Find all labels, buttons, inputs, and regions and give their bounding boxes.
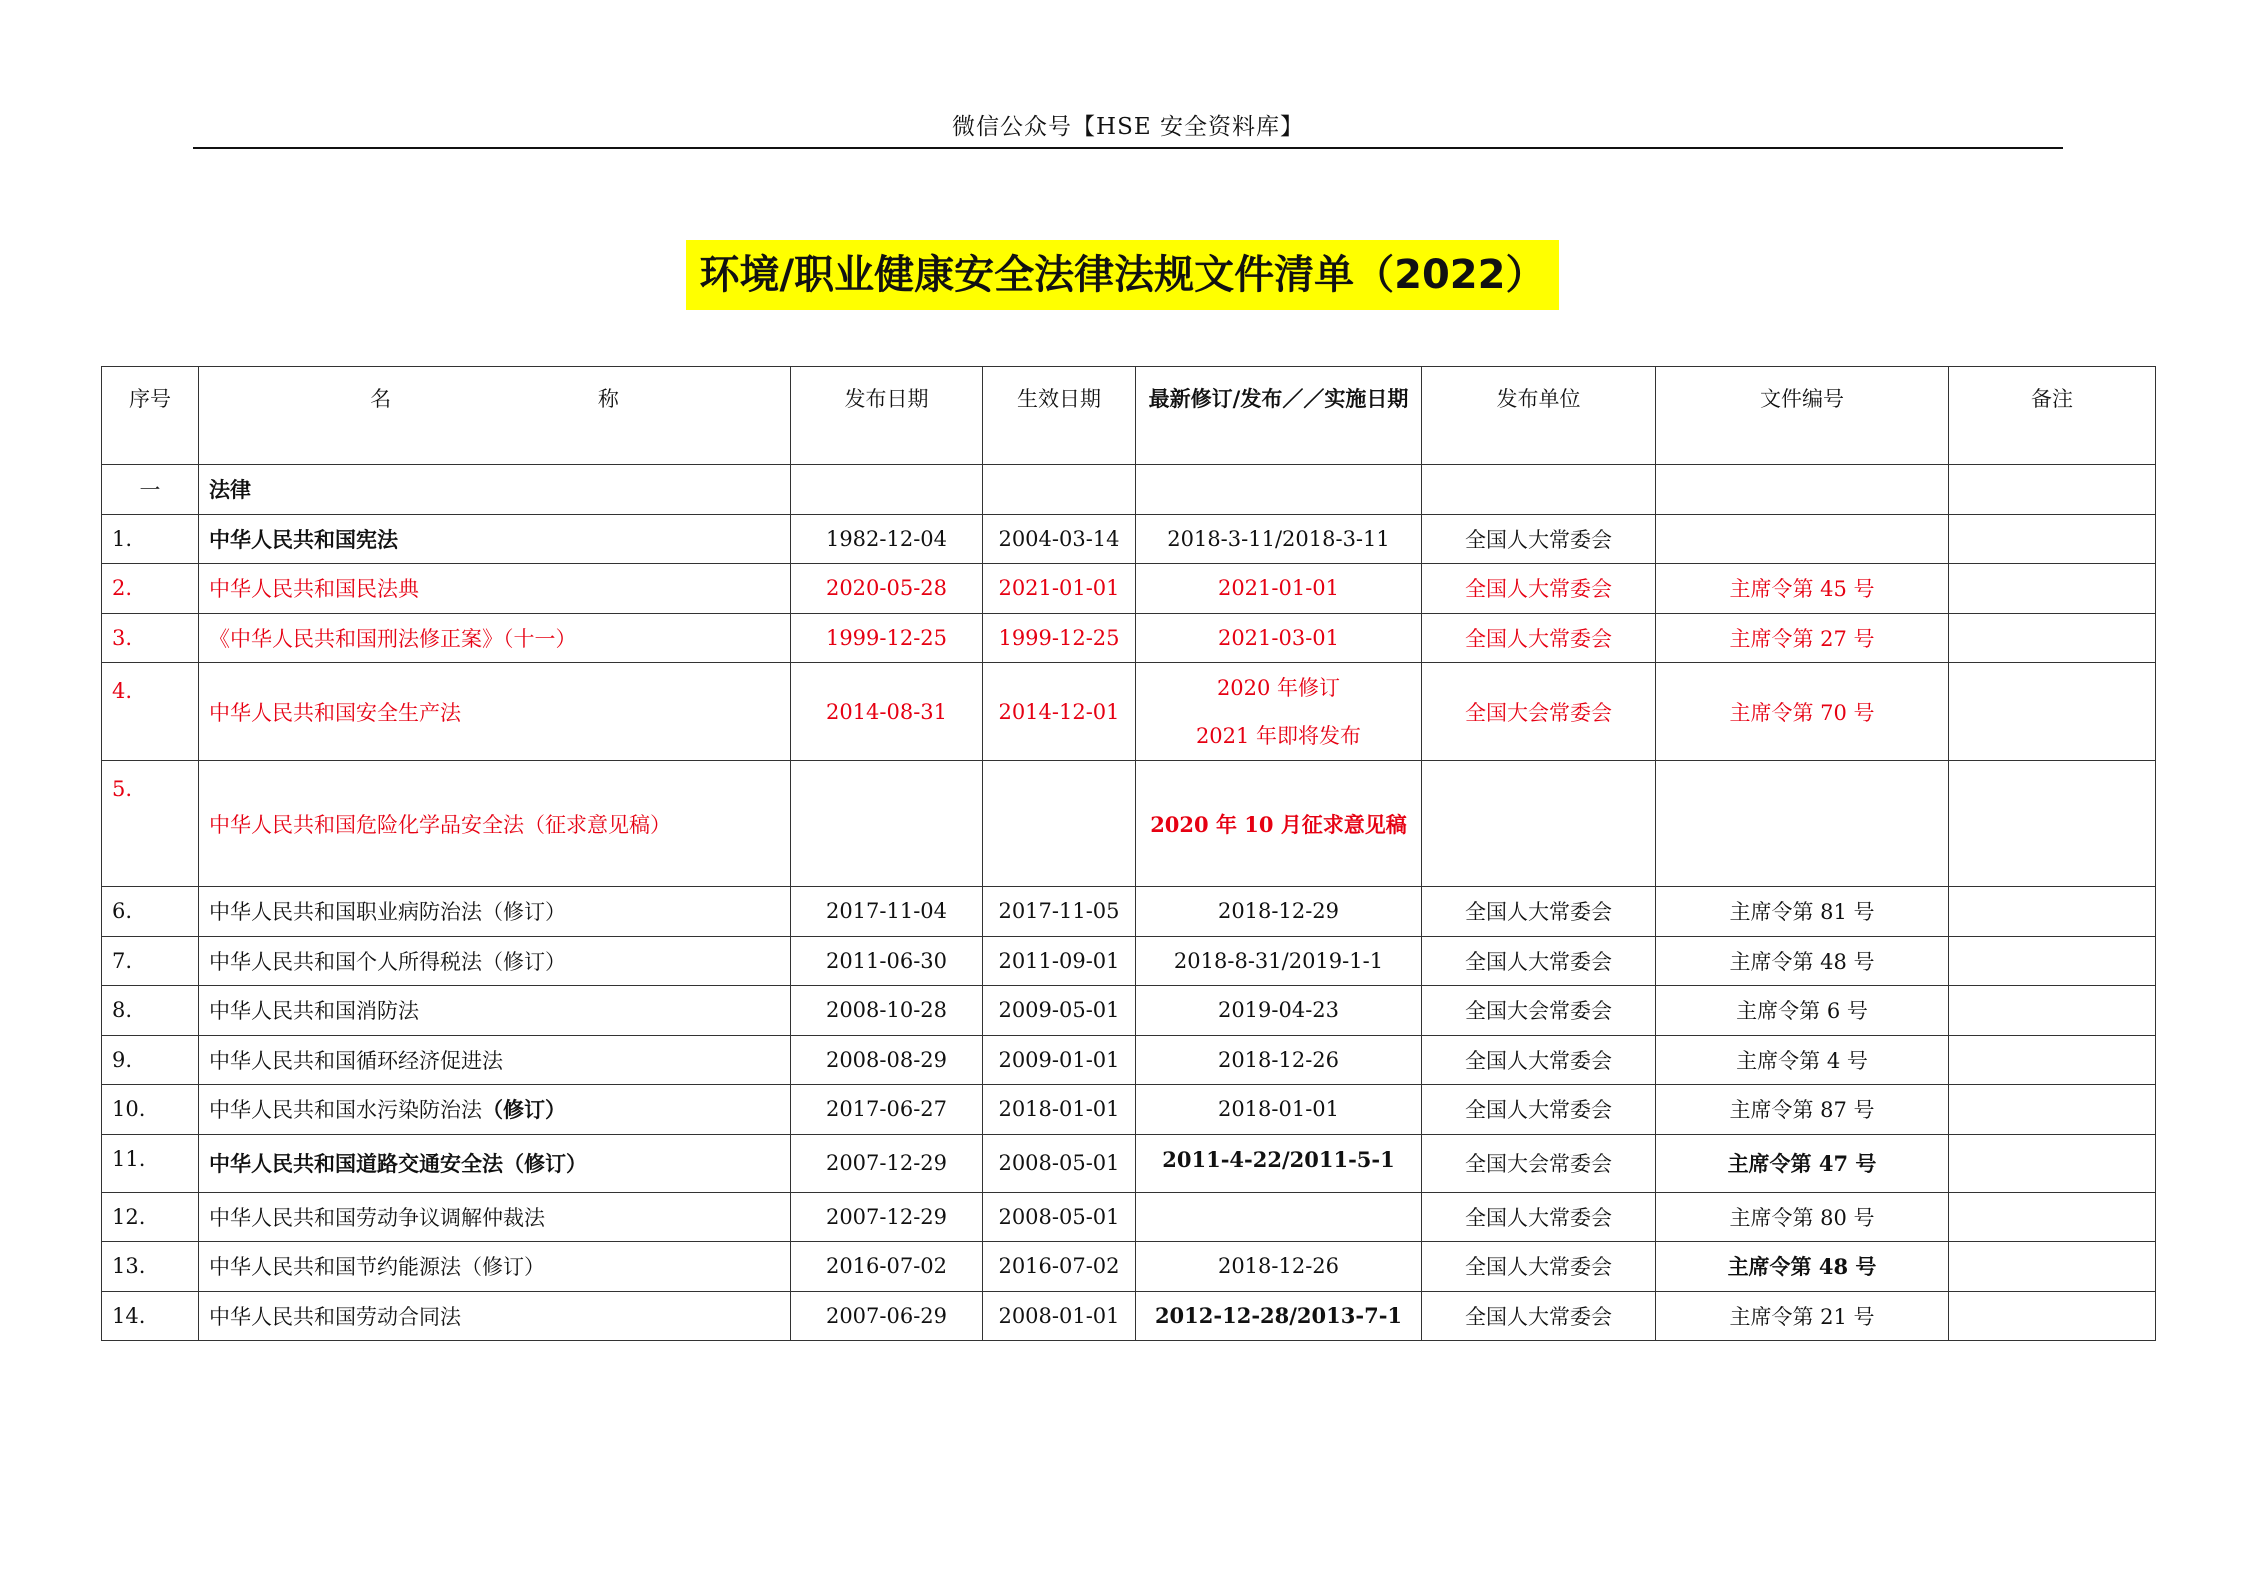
- row-effective-date: 2009-05-01: [983, 986, 1136, 1036]
- row-publish-date: 2007-12-29: [791, 1134, 983, 1192]
- row-seq: 1.: [102, 514, 199, 564]
- row-effective-date: 2014-12-01: [983, 663, 1136, 761]
- row-doc-no: 主席令第 4 号: [1656, 1035, 1949, 1085]
- row-doc-no: 主席令第 47 号: [1656, 1134, 1949, 1192]
- row-doc-no: [1656, 761, 1949, 887]
- row-remark: [1949, 986, 2156, 1036]
- row-seq: 13.: [102, 1242, 199, 1292]
- row-revision-date: [1136, 1192, 1422, 1242]
- row-revision-date: 2018-8-31/2019-1-1: [1136, 936, 1422, 986]
- col-header-doc-no: 文件编号: [1656, 367, 1949, 465]
- row-effective-date: 2009-01-01: [983, 1035, 1136, 1085]
- revision-line-2: 2021 年即将发布: [1195, 723, 1362, 748]
- row-seq: 7.: [102, 936, 199, 986]
- row-name: 中华人民共和国民法典: [199, 564, 791, 614]
- row-doc-no: 主席令第 45 号: [1656, 564, 1949, 614]
- row-seq: 9.: [102, 1035, 199, 1085]
- row-revision-date: 2011-4-22/2011-5-1: [1136, 1134, 1422, 1192]
- row-issuer: 全国人大常委会: [1422, 1035, 1656, 1085]
- row-name-suffix: （修订）: [482, 1097, 566, 1123]
- row-doc-no: 主席令第 87 号: [1656, 1085, 1949, 1135]
- row-doc-no: 主席令第 48 号: [1656, 936, 1949, 986]
- row-revision-date: 2018-12-29: [1136, 887, 1422, 937]
- row-remark: [1949, 1192, 2156, 1242]
- table-row: [102, 663, 2156, 761]
- row-name: 《中华人民共和国刑法修正案》（十一）: [199, 613, 791, 663]
- row-name-main: 中华人民共和国水污染防治法: [209, 1098, 482, 1123]
- col-header-name: 名 称: [199, 367, 791, 465]
- row-effective-date: 1999-12-25: [983, 613, 1136, 663]
- row-revision-date: 2012-12-28/2013-7-1: [1136, 1291, 1422, 1341]
- row-doc-no: 主席令第 48 号: [1656, 1242, 1949, 1292]
- row-remark: [1949, 761, 2156, 887]
- section-seq: 一: [102, 465, 199, 515]
- table-row: [102, 564, 2156, 614]
- row-revision-date: 2018-12-26: [1136, 1035, 1422, 1085]
- row-publish-date: 2014-08-31: [791, 663, 983, 761]
- row-revision-date: 2018-12-26: [1136, 1242, 1422, 1292]
- row-revision-date: [1136, 663, 1422, 761]
- table-row: [102, 887, 2156, 937]
- row-effective-date: 2016-07-02: [983, 1242, 1136, 1292]
- row-effective-date: 2008-01-01: [983, 1291, 1136, 1341]
- col-header-issuer: 发布单位: [1422, 367, 1656, 465]
- row-revision-date: 2021-01-01: [1136, 564, 1422, 614]
- table-row: [102, 514, 2156, 564]
- col-header-effective-date: 生效日期: [983, 367, 1136, 465]
- col-header-revision-date: 最新修订/发布／／实施日期: [1136, 367, 1422, 465]
- section-row: [102, 465, 2156, 515]
- row-issuer: 全国人大常委会: [1422, 613, 1656, 663]
- row-name: 中华人民共和国消防法: [199, 986, 791, 1036]
- row-name: 中华人民共和国劳动争议调解仲裁法: [199, 1192, 791, 1242]
- row-remark: [1949, 1134, 2156, 1192]
- row-effective-date: 2017-11-05: [983, 887, 1136, 937]
- row-seq: 12.: [102, 1192, 199, 1242]
- row-issuer: [1422, 761, 1656, 887]
- row-name: 中华人民共和国道路交通安全法（修订）: [199, 1134, 791, 1192]
- row-revision-date: 2021-03-01: [1136, 613, 1422, 663]
- row-publish-date: 1982-12-04: [791, 514, 983, 564]
- row-remark: [1949, 613, 2156, 663]
- col-header-seq: 序号: [102, 367, 199, 465]
- row-effective-date: 2004-03-14: [983, 514, 1136, 564]
- row-revision-date: 2019-04-23: [1136, 986, 1422, 1036]
- row-publish-date: 2007-06-29: [791, 1291, 983, 1341]
- document-title: 环境/职业健康安全法律法规文件清单（2022）: [686, 240, 1560, 310]
- row-issuer: 全国人大常委会: [1422, 1085, 1656, 1135]
- table-row: [102, 986, 2156, 1036]
- table-row: [102, 936, 2156, 986]
- row-name: 中华人民共和国节约能源法（修订）: [199, 1242, 791, 1292]
- table-row: [102, 1242, 2156, 1292]
- row-effective-date: [983, 761, 1136, 887]
- row-name: 中华人民共和国职业病防治法（修订）: [199, 887, 791, 937]
- row-name: 中华人民共和国危险化学品安全法（征求意见稿）: [199, 761, 791, 887]
- row-issuer: 全国人大常委会: [1422, 1242, 1656, 1292]
- row-publish-date: 2008-10-28: [791, 986, 983, 1036]
- row-doc-no: 主席令第 27 号: [1656, 613, 1949, 663]
- row-doc-no: 主席令第 70 号: [1656, 663, 1949, 761]
- title-wrap: [0, 240, 2245, 310]
- row-remark: [1949, 564, 2156, 614]
- row-effective-date: 2008-05-01: [983, 1134, 1136, 1192]
- row-seq: 2.: [102, 564, 199, 614]
- row-publish-date: 2016-07-02: [791, 1242, 983, 1292]
- col-header-publish-date: 发布日期: [791, 367, 983, 465]
- row-issuer: 全国人大常委会: [1422, 1192, 1656, 1242]
- row-publish-date: 2008-08-29: [791, 1035, 983, 1085]
- row-remark: [1949, 663, 2156, 761]
- row-doc-no: 主席令第 80 号: [1656, 1192, 1949, 1242]
- row-revision-date: 2018-01-01: [1136, 1085, 1422, 1135]
- section-label: 法律: [199, 465, 791, 515]
- row-issuer: 全国人大常委会: [1422, 936, 1656, 986]
- row-publish-date: 2017-11-04: [791, 887, 983, 937]
- row-name: 中华人民共和国劳动合同法: [199, 1291, 791, 1341]
- row-name: 中华人民共和国循环经济促进法: [199, 1035, 791, 1085]
- row-issuer: 全国人大常委会: [1422, 514, 1656, 564]
- row-revision-date: 2018-3-11/2018-3-11: [1136, 514, 1422, 564]
- row-remark: [1949, 887, 2156, 937]
- row-issuer: 全国大会常委会: [1422, 986, 1656, 1036]
- row-publish-date: 2020-05-28: [791, 564, 983, 614]
- row-publish-date: [791, 761, 983, 887]
- row-publish-date: 2007-12-29: [791, 1192, 983, 1242]
- row-remark: [1949, 1242, 2156, 1292]
- page-header: 微信公众号【HSE 安全资料库】: [952, 114, 1304, 140]
- row-issuer: 全国大会常委会: [1422, 663, 1656, 761]
- col-header-remark: 备注: [1949, 367, 2156, 465]
- row-seq: 8.: [102, 986, 199, 1036]
- row-seq: 4.: [102, 663, 199, 761]
- row-effective-date: 2011-09-01: [983, 936, 1136, 986]
- row-issuer: 全国人大常委会: [1422, 1291, 1656, 1341]
- table-row: [102, 761, 2156, 887]
- row-issuer: 全国大会常委会: [1422, 1134, 1656, 1192]
- regulations-table: [101, 366, 2156, 1341]
- row-publish-date: 1999-12-25: [791, 613, 983, 663]
- table-row: [102, 1134, 2156, 1192]
- row-remark: [1949, 1035, 2156, 1085]
- table-row: [102, 1035, 2156, 1085]
- row-doc-no: 主席令第 81 号: [1656, 887, 1949, 937]
- row-seq: 11.: [102, 1134, 199, 1192]
- table-row: [102, 613, 2156, 663]
- row-effective-date: 2008-05-01: [983, 1192, 1136, 1242]
- row-seq: 6.: [102, 887, 199, 937]
- row-name: 中华人民共和国个人所得税法（修订）: [199, 936, 791, 986]
- row-publish-date: 2011-06-30: [791, 936, 983, 986]
- revision-line-1: 2020 年修订: [1216, 675, 1341, 700]
- row-remark: [1949, 1085, 2156, 1135]
- row-name: 中华人民共和国宪法: [199, 514, 791, 564]
- row-seq: 3.: [102, 613, 199, 663]
- table-row: [102, 1085, 2156, 1135]
- row-name: 中华人民共和国安全生产法: [199, 663, 791, 761]
- row-name: [199, 1085, 791, 1135]
- row-doc-no: [1656, 514, 1949, 564]
- row-remark: [1949, 514, 2156, 564]
- row-issuer: 全国人大常委会: [1422, 887, 1656, 937]
- row-revision-date: 2020 年 10 月征求意见稿: [1136, 761, 1422, 887]
- row-issuer: 全国人大常委会: [1422, 564, 1656, 614]
- row-doc-no: 主席令第 21 号: [1656, 1291, 1949, 1341]
- table-row: [102, 1291, 2156, 1341]
- table-row: [102, 1192, 2156, 1242]
- row-seq: 14.: [102, 1291, 199, 1341]
- row-seq: 5.: [102, 761, 199, 887]
- row-seq: 10.: [102, 1085, 199, 1135]
- row-publish-date: 2017-06-27: [791, 1085, 983, 1135]
- header-rule: [193, 147, 2063, 149]
- row-effective-date: 2021-01-01: [983, 564, 1136, 614]
- table-header-row: [102, 367, 2156, 465]
- row-doc-no: 主席令第 6 号: [1656, 986, 1949, 1036]
- row-remark: [1949, 936, 2156, 986]
- row-effective-date: 2018-01-01: [983, 1085, 1136, 1135]
- row-remark: [1949, 1291, 2156, 1341]
